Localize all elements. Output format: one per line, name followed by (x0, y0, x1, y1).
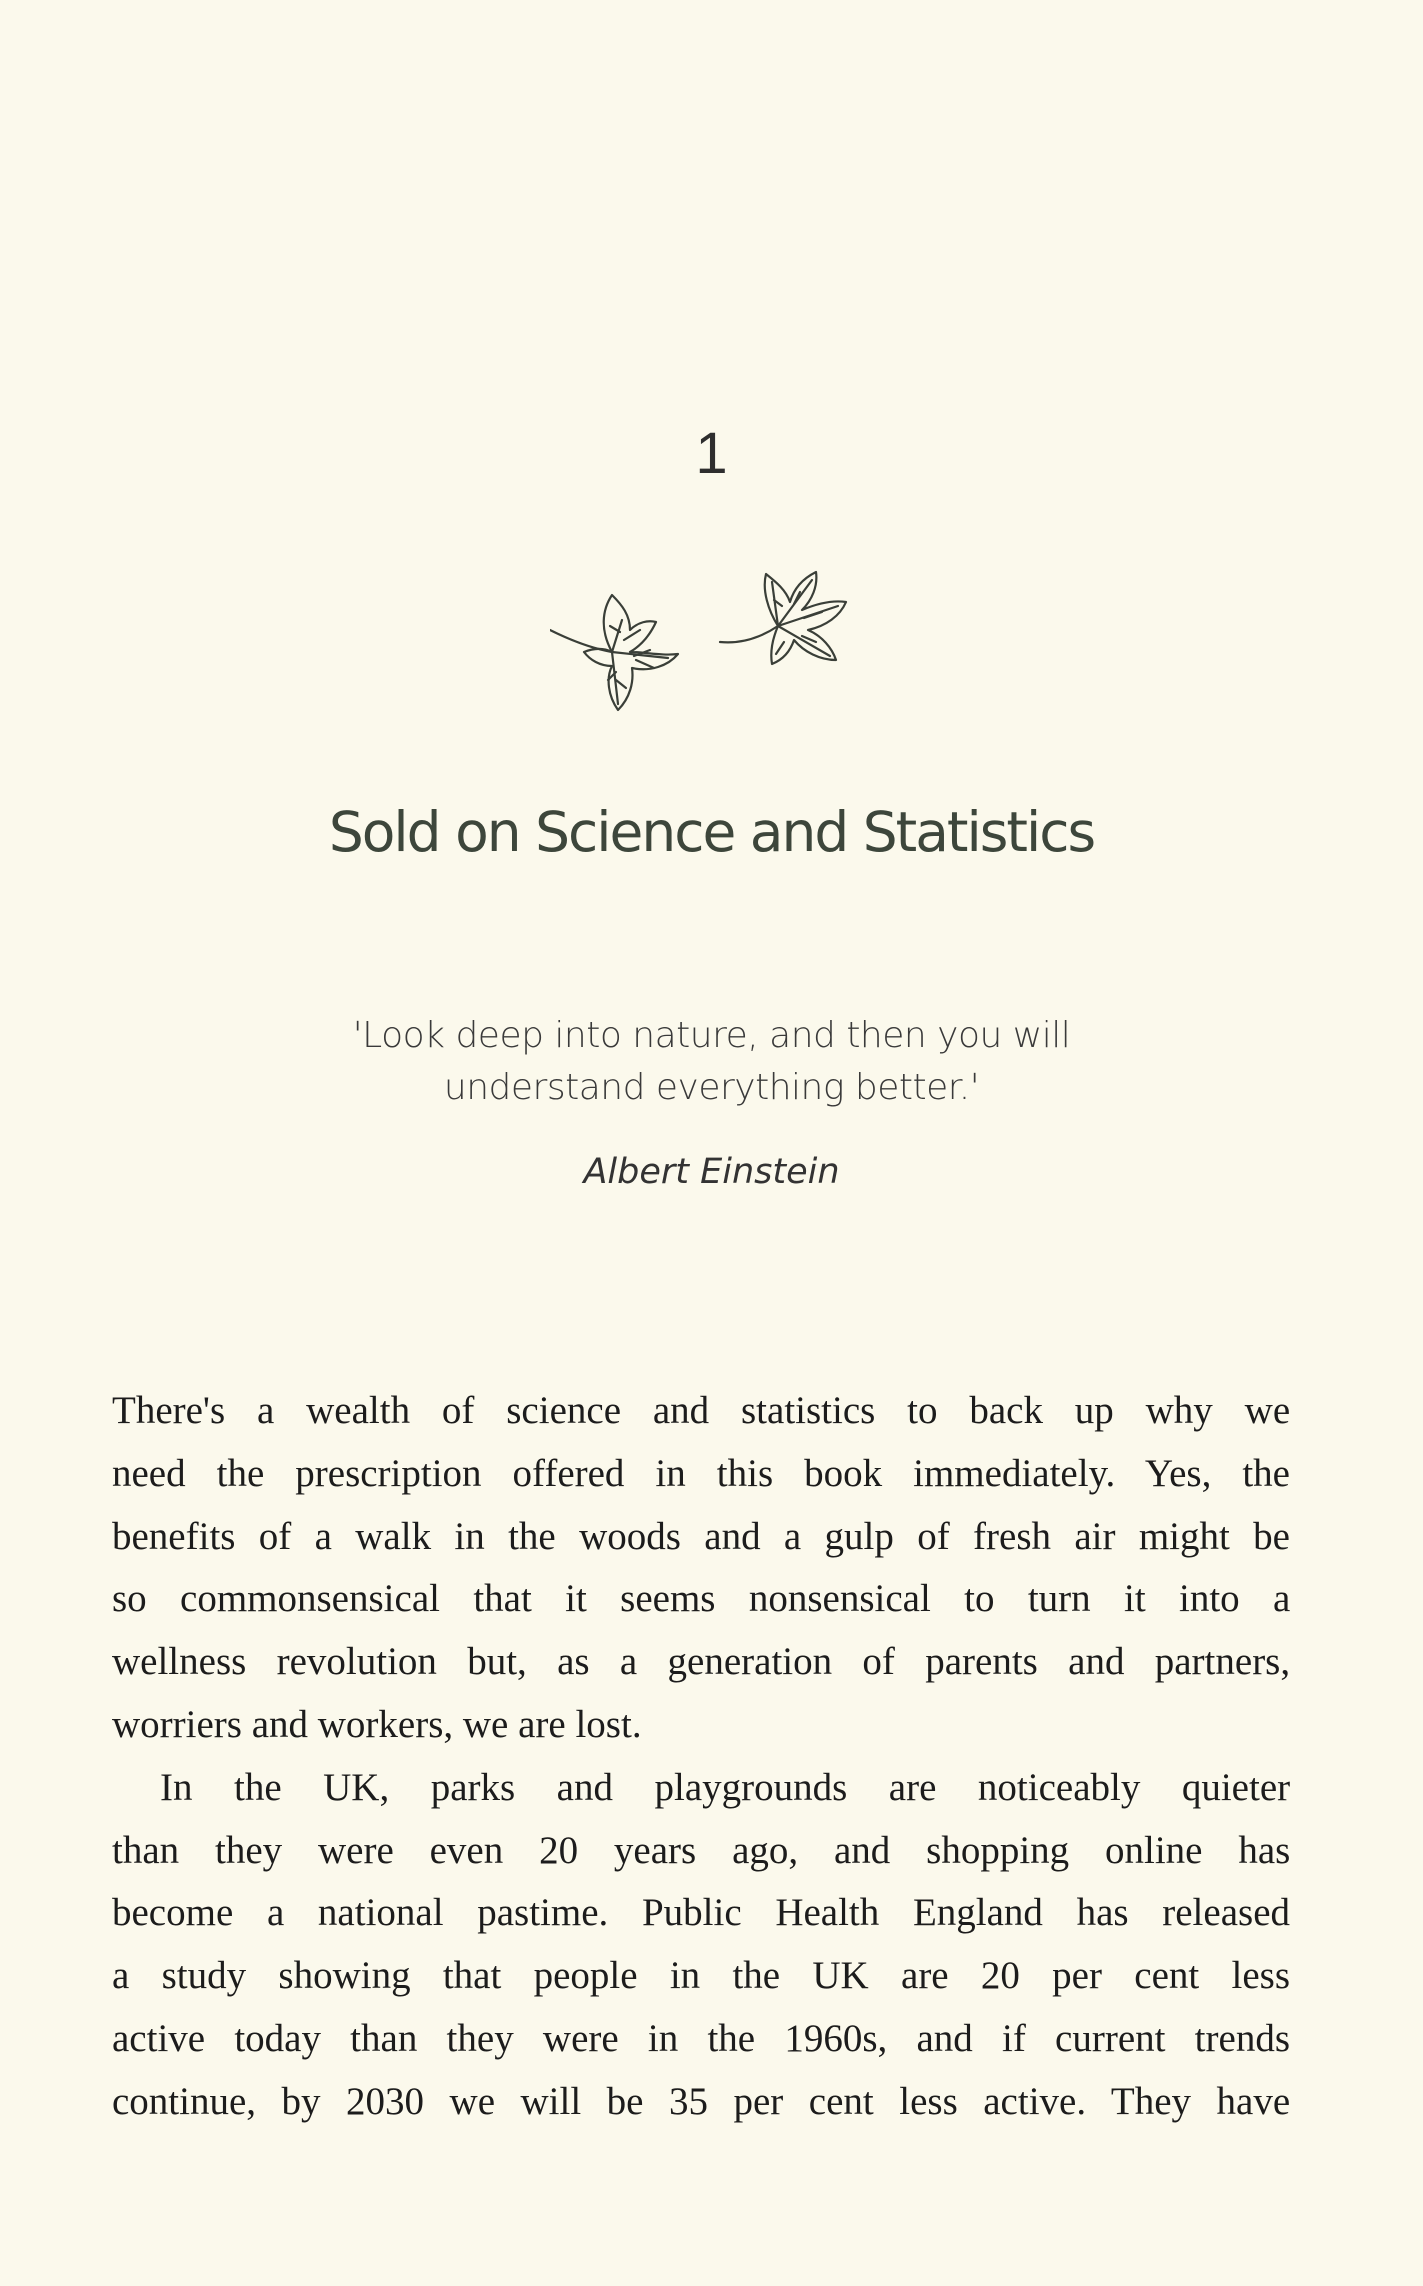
text-line: need the prescription offered in this book immediately. Yes, the (112, 1451, 1290, 1495)
text-line: In the UK, parks and playgrounds are noticeably quieter (160, 1765, 1291, 1809)
text-line: There's a wealth of science and statistics to back up why we (112, 1389, 1291, 1432)
text-line: benefits of a walk in the woods and a gulp of fresh air might be (112, 1514, 1290, 1558)
chapter-number: 1 (695, 421, 728, 486)
text-line: worriers and workers, we are lost. (112, 1702, 642, 1746)
epigraph-line: 'Look deep into nature, and then you will (352, 1015, 1071, 1056)
epigraph-attribution: Albert Einstein (583, 1152, 840, 1192)
paragraph (112, 1380, 1290, 1757)
text-line: become a national pastime. Public Health England has released (112, 1891, 1290, 1935)
chapter-title: Sold on Science and Statistics (328, 800, 1095, 864)
text-line: so commonsensical that it seems nonsensical to turn it into a (112, 1577, 1291, 1621)
text-line: a study showing that people in the UK are 20 per cent less (112, 1954, 1290, 1998)
paragraph (112, 1757, 1290, 2134)
text-line: continue, by 2030 we will be 35 per cent less active. They have (112, 2079, 1291, 2123)
text-line: than they were even 20 years ago, and shopping online has (112, 1828, 1291, 1872)
text-line: wellness revolution but, as a generation of parents and partners, (112, 1640, 1291, 1684)
epigraph-quote (0, 1010, 1423, 1114)
body-text (112, 1380, 1290, 2134)
ivy-leaves-ornament-icon (550, 560, 860, 730)
text-line: active today than they were in the 1960s, and if current trends (112, 2016, 1290, 2060)
epigraph-line: understand everything better.' (443, 1067, 980, 1108)
